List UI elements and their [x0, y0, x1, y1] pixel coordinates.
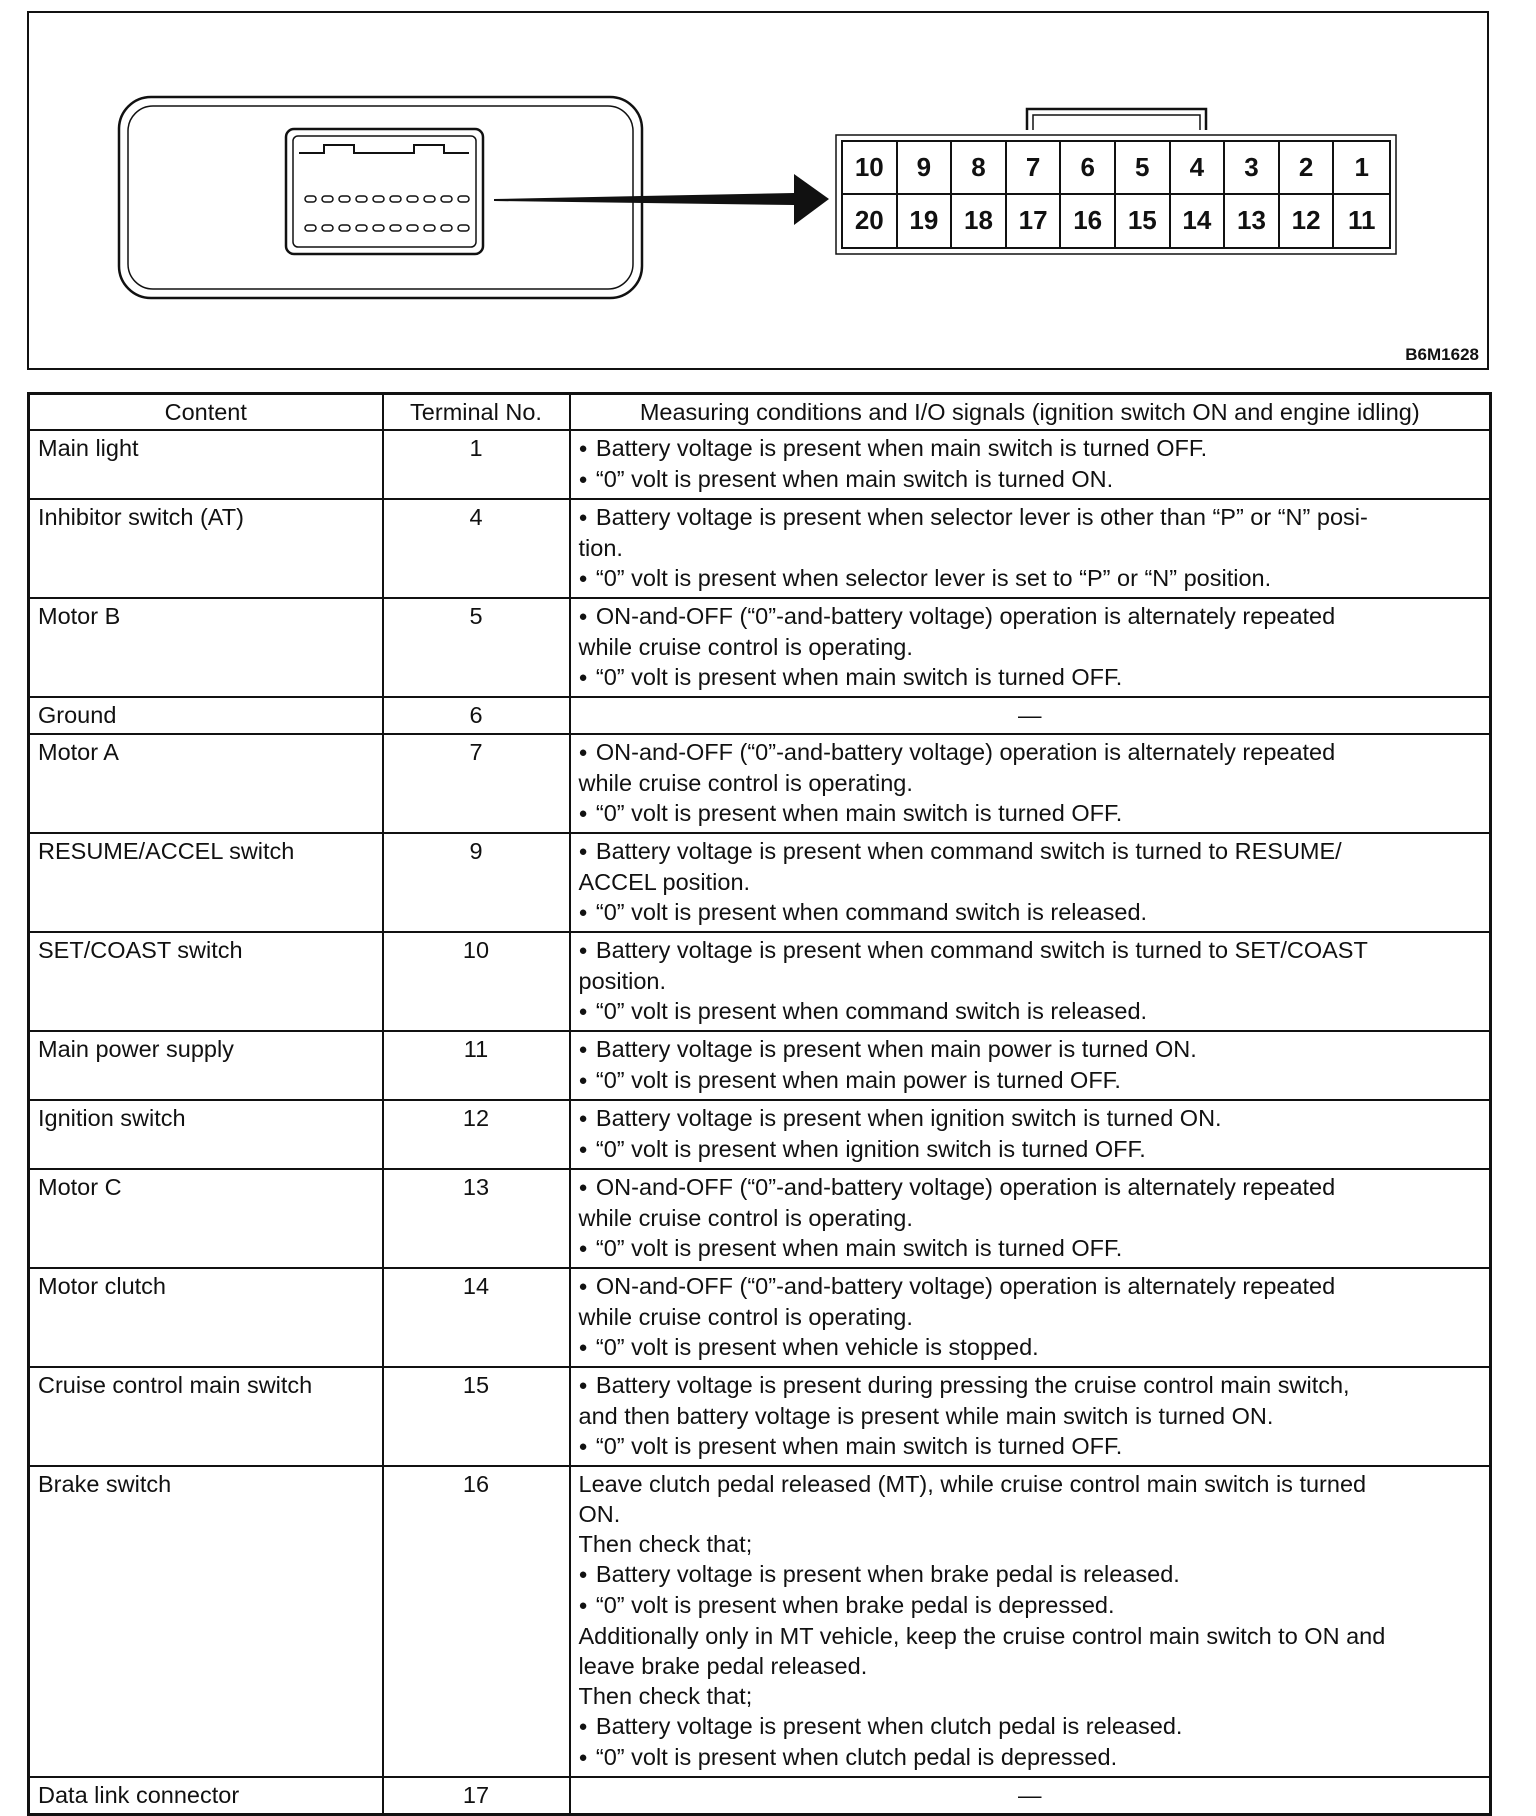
table-row: [29, 932, 1491, 1031]
conditions-cell: [570, 697, 1491, 734]
bullet-line: ● Battery voltage is present when ignition switch is turned ON.: [579, 1103, 1482, 1134]
text-line: while cruise control is operating.: [578, 1205, 913, 1231]
connector-plug-outer: [286, 129, 483, 254]
bullet-line: ● “0” volt is present when brake pedal is depressed.: [579, 1590, 1482, 1621]
pin-label: 18: [952, 195, 1007, 248]
text-line: Then check that;: [578, 1683, 753, 1709]
connector-diagram: [27, 11, 1489, 370]
bullet-line: ● ON-and-OFF (“0”-and-battery voltage) operation is alternately repeated: [579, 1172, 1482, 1203]
pin-label: 8: [952, 142, 1007, 195]
bullet-line: ● “0” volt is present when main switch is turned OFF.: [579, 1233, 1482, 1264]
table-header-row: [29, 394, 1491, 431]
bullet-line: ● Battery voltage is present when command switch is turned to SET/COAST: [579, 935, 1482, 966]
text-line: tion.: [578, 535, 623, 561]
content-cell: Inhibitor switch (AT): [29, 499, 383, 598]
pin-label: 1: [1334, 142, 1389, 195]
bullet-line: ● “0” volt is present when main switch is turned OFF.: [579, 1431, 1482, 1462]
table-row: [29, 1031, 1491, 1100]
arrow-icon: [494, 174, 829, 225]
text-line: leave brake pedal released.: [578, 1653, 868, 1679]
table-row: [29, 499, 1491, 598]
conditions-cell: [570, 1031, 1491, 1100]
content-cell: Cruise control main switch: [29, 1367, 383, 1466]
bullet-line: ● Battery voltage is present when brake pedal is released.: [579, 1559, 1482, 1590]
pin-label: 15: [1116, 195, 1171, 248]
pin-label: 12: [1280, 195, 1335, 248]
pin-row-bottom: [305, 225, 469, 231]
text-line: while cruise control is operating.: [578, 770, 913, 796]
content-cell: Motor C: [29, 1169, 383, 1268]
conditions-cell: [570, 1777, 1491, 1815]
terminal-cell: 16: [383, 1466, 570, 1777]
pin-label: 4: [1171, 142, 1226, 195]
pin-label: 20: [843, 195, 898, 248]
bullet-line: ● Battery voltage is present when selector lever is other than “P” or “N” posi-: [579, 502, 1482, 533]
conditions-cell: [570, 1367, 1491, 1466]
text-line: Leave clutch pedal released (MT), while cruise control main switch is turned: [578, 1471, 1367, 1497]
bullet-line: ● Battery voltage is present when main switch is turned OFF.: [579, 433, 1482, 464]
harness-housing-outer: [119, 97, 642, 298]
content-cell: Main light: [29, 430, 383, 499]
bullet-line: ● “0” volt is present when main switch is turned OFF.: [579, 662, 1482, 693]
table-row: [29, 1466, 1491, 1777]
terminal-cell: 10: [383, 932, 570, 1031]
bullet-line: ● ON-and-OFF (“0”-and-battery voltage) operation is alternately repeated: [579, 737, 1482, 768]
pin-label: 16: [1061, 195, 1116, 248]
conditions-cell: [570, 932, 1491, 1031]
column-header-content: Content: [29, 394, 383, 431]
text-line: ON.: [578, 1501, 621, 1527]
pin-label: 14: [1171, 195, 1226, 248]
text-line: Additionally only in MT vehicle, keep the cruise control main switch to ON and: [578, 1623, 1386, 1649]
bullet-line: ● Battery voltage is present when clutch pedal is released.: [579, 1711, 1482, 1742]
text-line: while cruise control is operating.: [578, 634, 913, 660]
table-row: [29, 1367, 1491, 1466]
lock-tab-outer: [1027, 109, 1206, 130]
table-row: [29, 1169, 1491, 1268]
bullet-line: ● “0” volt is present when command switch is released.: [579, 897, 1482, 928]
pin-label: 13: [1225, 195, 1280, 248]
pin-label: 2: [1280, 142, 1335, 195]
table-row: [29, 598, 1491, 697]
pin-label: 6: [1061, 142, 1116, 195]
terminal-cell: 9: [383, 833, 570, 932]
column-header-conditions: Measuring conditions and I/O signals (ignition switch ON and engine idling): [570, 394, 1491, 431]
pin-label: 5: [1116, 142, 1171, 195]
bullet-line: ● “0” volt is present when main switch is turned ON.: [579, 464, 1482, 495]
content-cell: SET/COAST switch: [29, 932, 383, 1031]
conditions-cell: [570, 734, 1491, 833]
pin-label: 19: [898, 195, 953, 248]
bullet-line: ● “0” volt is present when ignition switch is turned OFF.: [579, 1134, 1482, 1165]
table-row: [29, 1777, 1491, 1815]
bullet-line: ● “0” volt is present when clutch pedal is depressed.: [579, 1742, 1482, 1773]
no-condition-dash: —: [1018, 1782, 1042, 1808]
terminal-cell: 7: [383, 734, 570, 833]
pin-label: 7: [1007, 142, 1062, 195]
terminal-cell: 6: [383, 697, 570, 734]
terminal-cell: 17: [383, 1777, 570, 1815]
conditions-cell: [570, 833, 1491, 932]
bullet-line: ● Battery voltage is present when command switch is turned to RESUME/: [579, 836, 1482, 867]
conditions-cell: [570, 1466, 1491, 1777]
terminal-cell: 15: [383, 1367, 570, 1466]
connector-pin-grid: [841, 140, 1391, 249]
terminal-table: [27, 392, 1492, 1816]
bullet-line: ● Battery voltage is present during pressing the cruise control main switch,: [579, 1370, 1482, 1401]
harness-housing-inner: [128, 106, 633, 289]
pin-label: 10: [843, 142, 898, 195]
no-condition-dash: —: [1018, 702, 1042, 728]
table-row: [29, 697, 1491, 734]
bullet-line: ● “0” volt is present when main power is turned OFF.: [579, 1065, 1482, 1096]
text-line: position.: [578, 968, 667, 994]
conditions-cell: [570, 499, 1491, 598]
bullet-line: ● ON-and-OFF (“0”-and-battery voltage) operation is alternately repeated: [579, 601, 1482, 632]
terminal-cell: 5: [383, 598, 570, 697]
connector-latch: [299, 145, 469, 153]
content-cell: Motor A: [29, 734, 383, 833]
terminal-cell: 14: [383, 1268, 570, 1367]
bullet-line: ● “0” volt is present when main switch is turned OFF.: [579, 798, 1482, 829]
content-cell: Ground: [29, 697, 383, 734]
terminal-cell: 11: [383, 1031, 570, 1100]
content-cell: RESUME/ACCEL switch: [29, 833, 383, 932]
pin-label: 17: [1007, 195, 1062, 248]
table-row: [29, 734, 1491, 833]
pin-label: 3: [1225, 142, 1280, 195]
content-cell: Ignition switch: [29, 1100, 383, 1169]
table-row: [29, 430, 1491, 499]
table-row: [29, 1268, 1491, 1367]
table-row: [29, 1100, 1491, 1169]
conditions-cell: [570, 1169, 1491, 1268]
terminal-cell: 12: [383, 1100, 570, 1169]
bullet-line: ● ON-and-OFF (“0”-and-battery voltage) operation is alternately repeated: [579, 1271, 1482, 1302]
text-line: and then battery voltage is present while main switch is turned ON.: [578, 1403, 1274, 1429]
text-line: Then check that;: [578, 1531, 753, 1557]
terminal-cell: 1: [383, 430, 570, 499]
bullet-line: ● “0” volt is present when selector lever is set to “P” or “N” position.: [579, 563, 1482, 594]
content-cell: Data link connector: [29, 1777, 383, 1815]
terminal-cell: 4: [383, 499, 570, 598]
table-body: [29, 430, 1491, 1815]
text-line: while cruise control is operating.: [578, 1304, 913, 1330]
conditions-cell: [570, 1268, 1491, 1367]
content-cell: Motor B: [29, 598, 383, 697]
lock-tab-inner: [1033, 115, 1200, 130]
table-row: [29, 833, 1491, 932]
conditions-cell: [570, 598, 1491, 697]
bullet-line: ● Battery voltage is present when main power is turned ON.: [579, 1034, 1482, 1065]
terminal-cell: 13: [383, 1169, 570, 1268]
content-cell: Main power supply: [29, 1031, 383, 1100]
content-cell: Brake switch: [29, 1466, 383, 1777]
conditions-cell: [570, 1100, 1491, 1169]
pin-row-top: [305, 196, 469, 202]
pin-label: 9: [898, 142, 953, 195]
conditions-cell: [570, 430, 1491, 499]
content-cell: Motor clutch: [29, 1268, 383, 1367]
bullet-line: ● “0” volt is present when command switch is released.: [579, 996, 1482, 1027]
column-header-terminal: Terminal No.: [383, 394, 570, 431]
bullet-line: ● “0” volt is present when vehicle is stopped.: [579, 1332, 1482, 1363]
text-line: ACCEL position.: [578, 869, 751, 895]
pin-label: 11: [1347, 205, 1376, 236]
figure-code: B6M1628: [1405, 345, 1479, 364]
